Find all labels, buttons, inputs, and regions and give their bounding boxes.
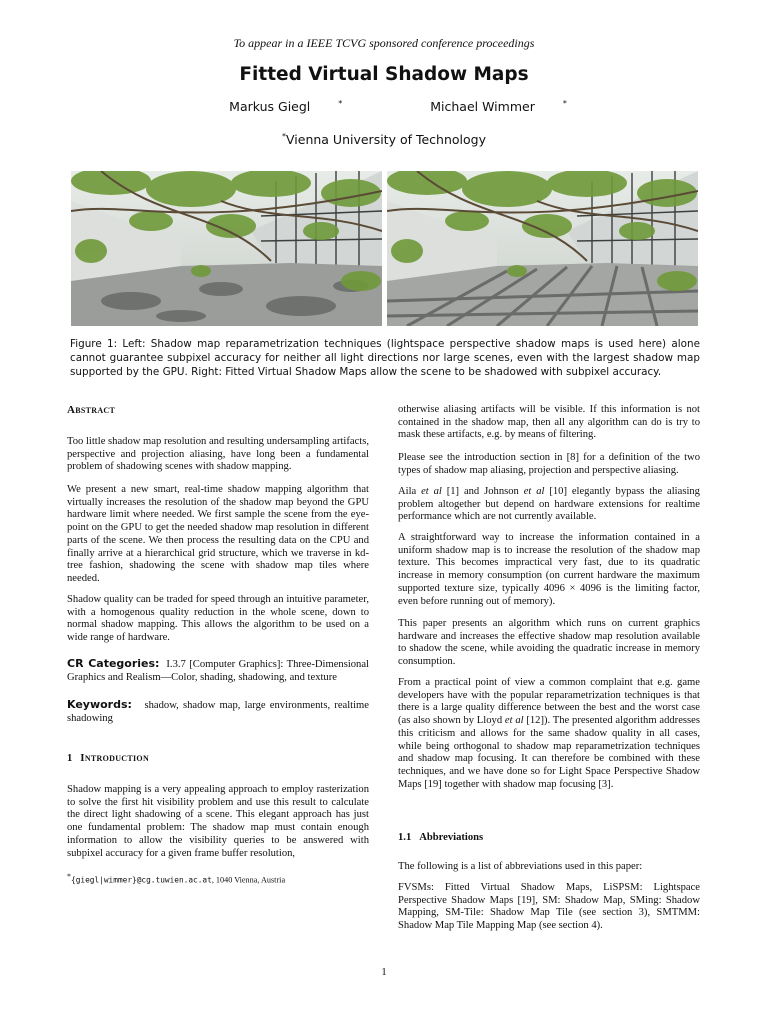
keywords: Keywords: shadow, shadow map, large environments, realtime shadowing — [67, 698, 369, 724]
body-paragraph-6: From a practical point of view a common complaint that e.g. game developers have with the popular reparametrization techniques is that there is a large quality difference between the best and the worst case (as also shown by Lloyd et al [12]). The presented algorithm addresses this criticism and allows for the same shadow quality in all cases, while being orthogonal to shadow map reparametrization techniques and shadow map focusing. It can therefore be combined with these techniques, and we have done so for Light Space Perspective Shadow Maps [19] together with shadow map focusing [3]. — [398, 677, 700, 790]
body-paragraph-3: Aila et al [1] and Johnson et al [10] elegantly bypass the aliasing problem altogether but depend on hardware extensions for realtime performance which are not currently available. — [398, 486, 700, 523]
footnote: *{giegl|wimmer}@cg.tuwien.ac.at, 1040 Vienna, Austria — [67, 872, 286, 885]
abbreviations-heading: 1.1 Abbreviations — [398, 832, 484, 843]
abstract-paragraph-2: We present a new smart, real-time shadow mapping algorithm that virtually increases the resolution of the shadow map beyond the GPU hardware limit where needed. We first sample the scene from the eye-point on the GPU to get the needed shadow map resolution in different parts of the scene. We then process the resulting data on the CPU and finally arrive at a hierarchical grid structure, which we traverse in kd-tree fashion, shadowing the scene with shadow map tiles where needed. — [67, 484, 369, 584]
page-number: 1 — [381, 966, 387, 978]
figure-caption: Figure 1: Left: Shadow map reparametrization techniques (lightspace perspective shadow maps is used here) alone cannot guarantee subpixel accuracy for neither all light directions nor large scenes, even with the largest shadow map supported by the GPU. Right: Fitted Virtual Shadow Maps allow the scene to be shadowed with subpixel accuracy. — [70, 338, 700, 378]
author-list — [0, 99, 768, 114]
abbreviations-list: FVSMs: Fitted Virtual Shadow Maps, LiSPSM: Lightspace Perspective Shadow Maps [19], SM: Shadow Map, SMing: Shadow Mapping, SM-Tile: Shadow Map Tile (see section 3), SMTMM: Shadow Map Tile Mapping Map (see section 4). — [398, 882, 700, 932]
body-paragraph-1: otherwise aliasing artifacts will be visible. If this information is not contained in the shadow map, then all any algorithm can do is try to mask these artifacts, e.g. by means of filtering. — [398, 404, 700, 441]
venue-line: To appear in a IEEE TCVG sponsored conference proceedings — [233, 36, 535, 50]
cr-categories: CR Categories: I.3.7 [Computer Graphics]: Three-Dimensional Graphics and Realism—Color, shading, shadowing, and texture — [67, 657, 369, 683]
body-paragraph-2: Please see the introduction section in [8] for a definition of the two types of shadow map aliasing, projection and perspective aliasing. — [398, 452, 700, 476]
body-paragraph-5: This paper presents an algorithm which runs on current graphics hardware and increases the effective shadow map resolution available to shadow the scene, while avoiding the quadratic increase in memory consumption. — [398, 618, 700, 668]
introduction-heading: 1 Introduction — [67, 752, 150, 764]
author-1: Markus Giegl * — [229, 99, 343, 115]
abstract-paragraph-3: Shadow quality can be traded for speed through an intuitive parameter, with a homogenous quality reduction in the whole scene, down to normal shadow mapping. This allows the algorithm to be used on a wide range of hardware. — [67, 594, 369, 644]
author-2: Michael Wimmer * — [430, 99, 567, 115]
affiliation: *Vienna University of Technology — [282, 132, 486, 148]
body-paragraph-7: The following is a list of abbreviations used in this paper: — [398, 861, 643, 872]
figure-panel-left — [71, 171, 382, 326]
figure-panel-right — [387, 171, 698, 326]
introduction-paragraph-1: Shadow mapping is a very appealing approach to employ rasterization to solve the first hit visibility problem and use this result to calculate the direct light shadowing of a scene. This elegant approach has just one fundamental problem: The shadow map must contain enough information to allow the visibility queries to be answered with subpixel accuracy for a given frame buffer resolution, — [67, 784, 369, 859]
body-paragraph-4: A straightforward way to increase the information contained in a uniform shadow map is to increase the resolution of the shadow map texture. This becomes impractical very fast, due to its quadratic increase in memory consumption (on current hardware the maximum supported texture size, typically 4096 × 4096 is the limiting factor, even before running out of memory). — [398, 532, 700, 607]
paper-title: Fitted Virtual Shadow Maps — [239, 64, 529, 85]
figure-1 — [71, 171, 698, 326]
abstract-paragraph-1: Too little shadow map resolution and resulting undersampling artifacts, perspective and projection aliasing, have long been a fundamental problem of shadowing scenes with shadow mapping. — [67, 436, 369, 473]
abstract-heading: Abstract — [67, 404, 116, 416]
